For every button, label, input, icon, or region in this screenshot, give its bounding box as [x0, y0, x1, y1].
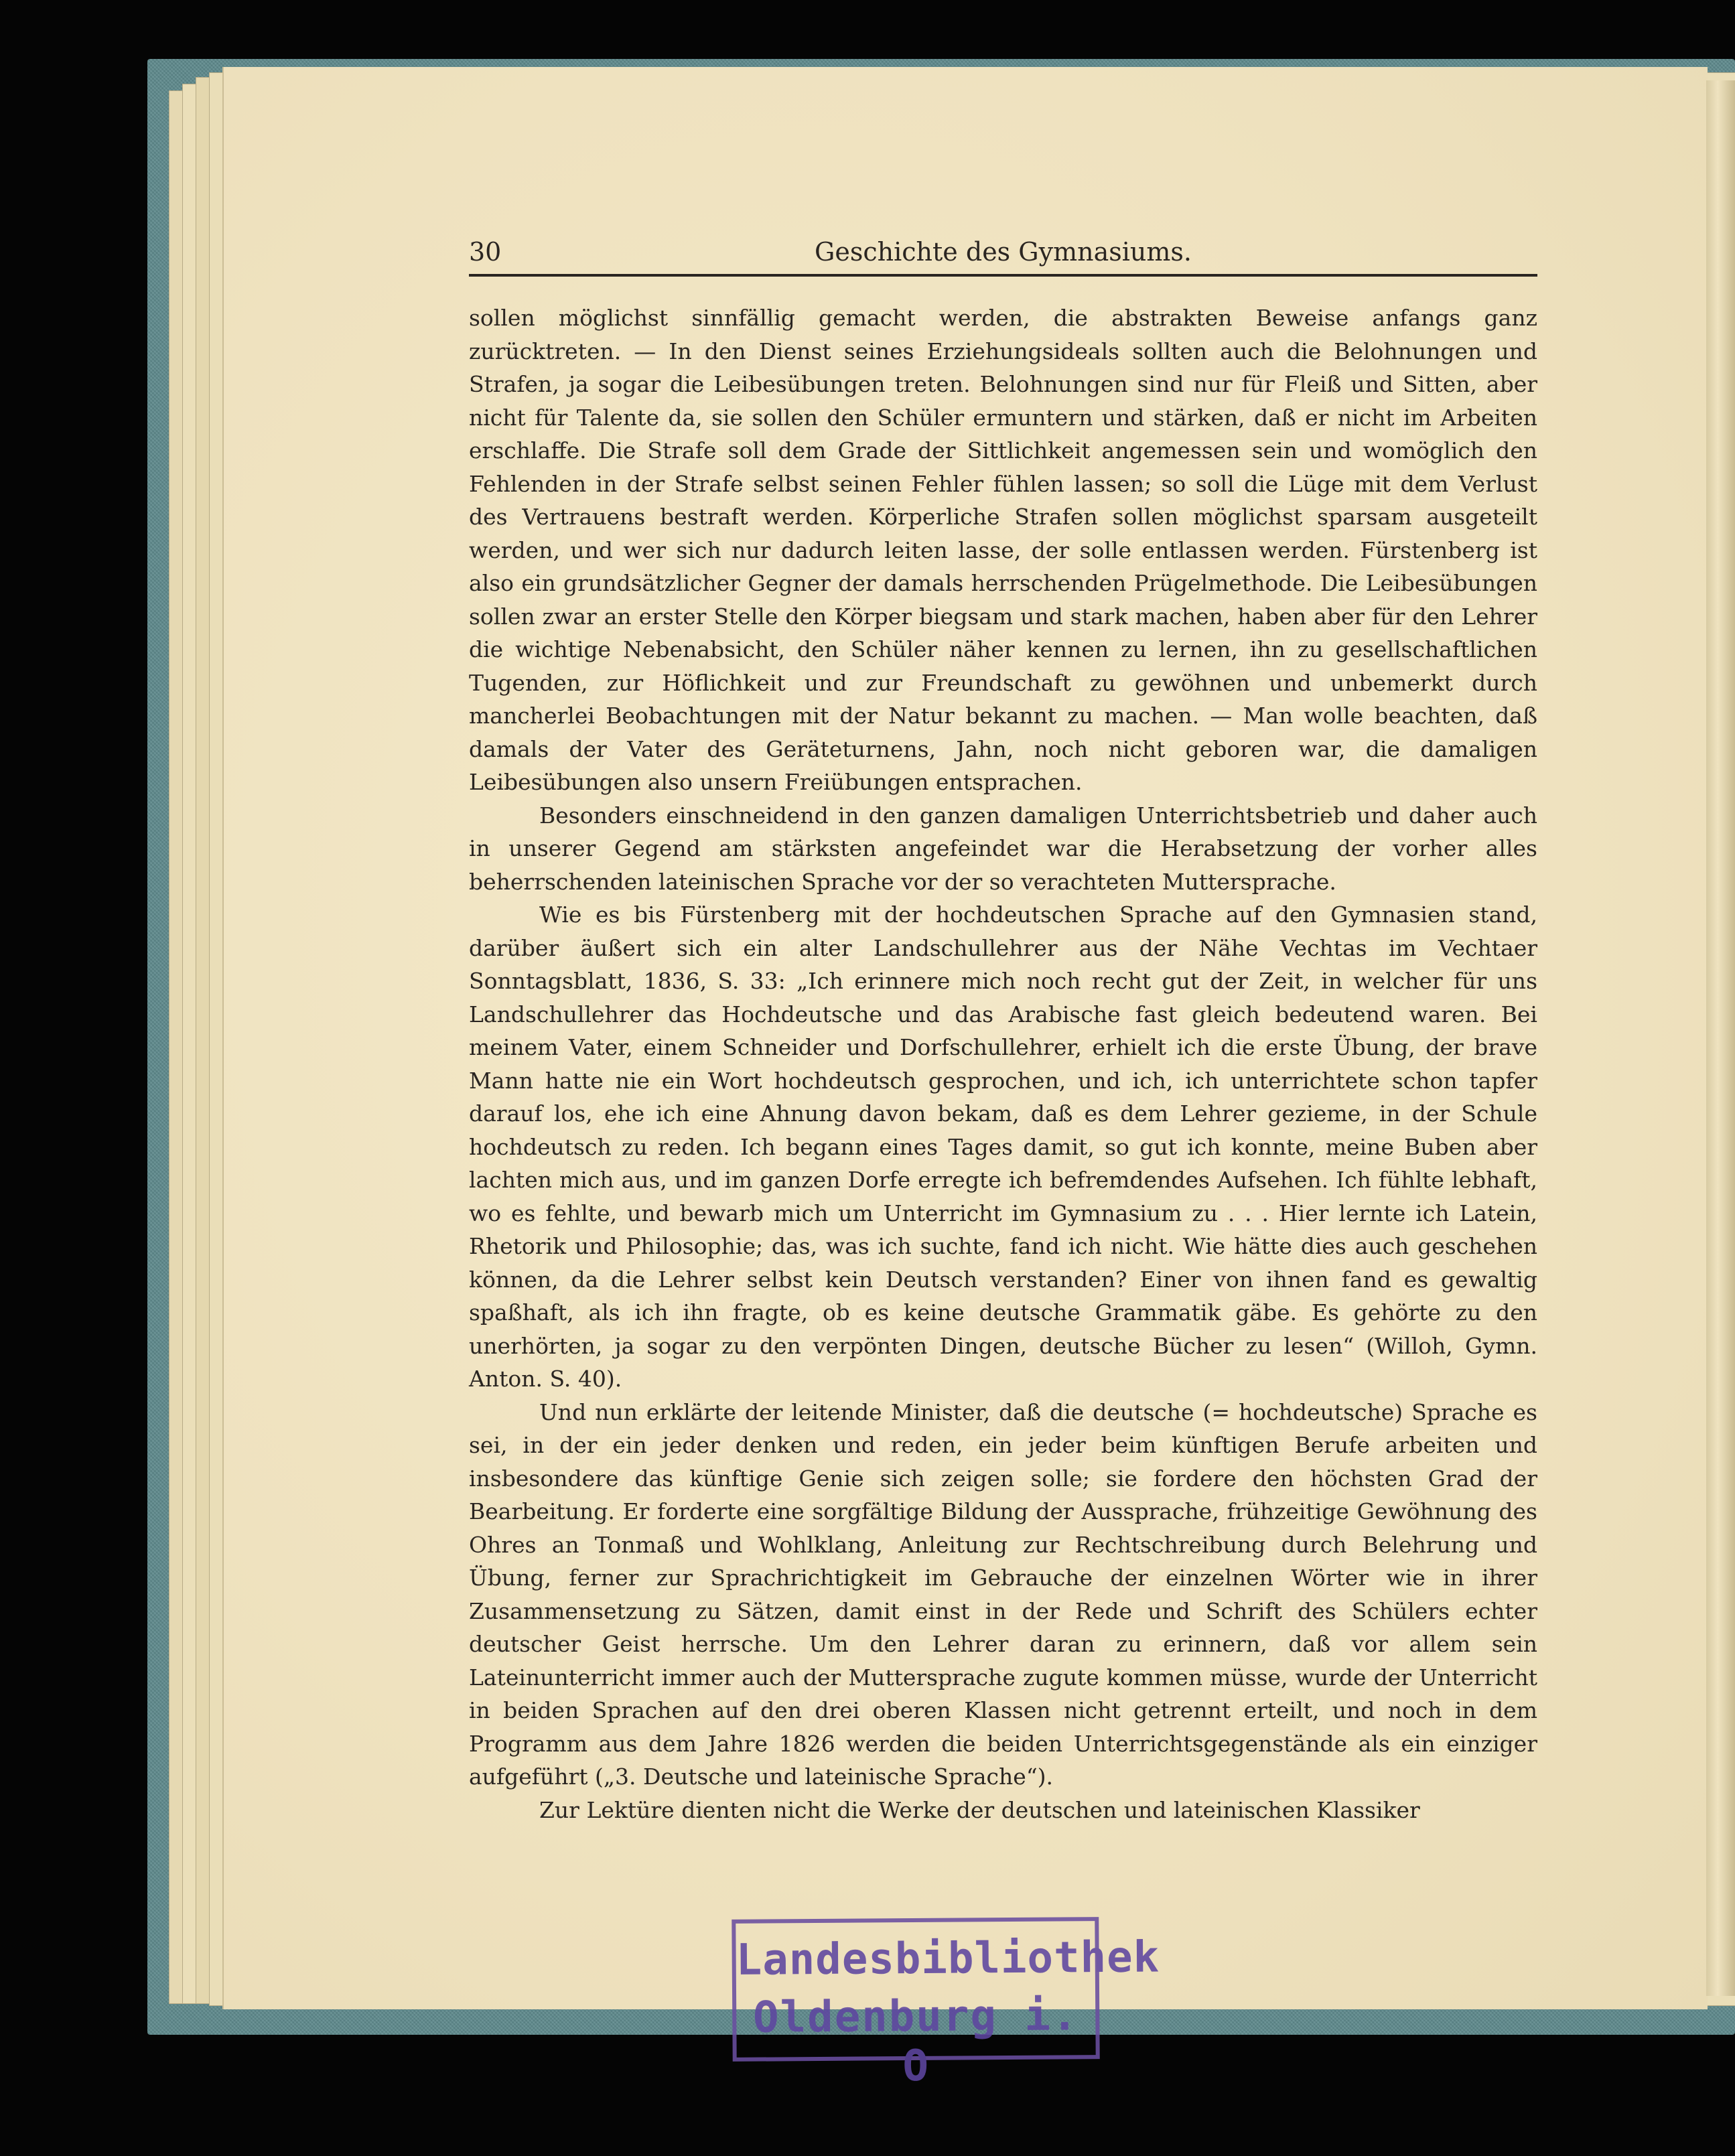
paragraph: sollen möglichst sinnfällig gemacht werden, die abstrakten Beweise anfangs ganz zurücktreten. — In den Dienst seines Erziehungsideals sollten auch die Belohnungen und Strafen, ja sogar die Leibesübungen treten. Belohnungen sind nur für Fleiß und Sitten, aber nicht für Talente da, sie sollen den Schüler ermuntern und stärken, daß er nicht im Arbeiten erschlaffe. Die Strafe soll dem Grade der Sittlichkeit angemessen sein und womöglich den Fehlenden in der Strafe selbst seinen Fehler fühlen lassen; so soll die Lüge mit dem Verlust des Vertrauens bestraft werden. Körperliche Strafen sollen möglichst sparsam ausgeteilt werden, und wer sich nur dadurch leiten lasse, der solle entlassen werden. Fürstenberg ist also ein grundsätzlicher Gegner der damals herrschenden Prügelmethode. Die Leibesübungen sollen zwar an erster Stelle den Körper biegsam und stark machen, haben aber für den Lehrer die wichtige Nebenabsicht, den Schüler näher kennen zu lernen, ihn zu gesellschaftlichen Tugenden, zur Höflichkeit und zur Freundschaft zu gewöhnen und unbemerkt durch mancherlei Beobachtungen mit der Natur bekannt zu machen. — Man wolle beachten, daß damals der Vater des Geräteturnens, Jahn, noch nicht geboren war, die damaligen Leibesübungen also unsern Freiübungen entsprachen.	[469, 305, 1537, 795]
body-text	[469, 301, 1537, 1826]
library-stamp	[732, 1917, 1160, 2092]
stamp-line-city: Oldenburg i. O	[752, 1991, 1079, 2092]
page-header	[469, 234, 1537, 275]
paragraph: Besonders einschneidend in den ganzen damaligen Unterrichtsbetrieb und daher auch in unserer Gegend am stärksten angefeindet war die Herabsetzung der vorher alles beherrschenden lateinischen Sprache vor der so verachteten Muttersprache.	[469, 802, 1537, 895]
page-number: 30	[469, 237, 502, 267]
running-title: Geschichte des Gymnasiums.	[815, 237, 1192, 267]
paragraph: Wie es bis Fürstenberg mit der hochdeutschen Sprache auf den Gymnasien stand, darüber äußert sich ein alter Landschullehrer aus der Nähe Vechtas im Vechtaer Sonntagsblatt, 1836, S. 33: „Ich erinnere mich noch recht gut der Zeit, in welcher für uns Landschullehrer das Hochdeutsche und das Arabische fast gleich bedeutend waren. Bei meinem Vater, einem Schneider und Dorfschullehrer, erhielt ich die erste Übung, der brave Mann hatte nie ein Wort hochdeutsch gesprochen, und ich, ich unterrichtete schon tapfer darauf los, ehe ich eine Ahnung davon bekam, daß es dem Lehrer gezieme, in der Schule hochdeutsch zu reden. Ich begann eines Tages damit, so gut ich konnte, meine Buben aber lachten mich aus, und im ganzen Dorfe erregte ich befremdendes Aufsehen. Ich fühlte lebhaft, wo es fehlte, und bewarb mich um Unterricht im Gymnasium zu . . . Hier lernte ich Latein, Rhetorik und Philosophie; das, was ich suchte, fand ich nicht. Wie hätte dies auch geschehen können, da die Lehrer selbst kein Deutsch verstanden? Einer von ihnen fand es gewaltig spaßhaft, als ich ihn fragte, ob es keine deutsche Grammatik gäbe. Es gehörte zu den unerhörten, ja sogar zu den verpönten Dingen, deutsche Bücher zu lesen“ (Willoh, Gymn. Anton. S. 40).	[469, 902, 1537, 1392]
stamp-line-library: Landesbibliothek	[736, 1932, 1160, 1985]
paragraph: Zur Lektüre dienten nicht die Werke der deutschen und lateinischen Klassiker	[539, 1796, 1420, 1823]
facing-page-edge	[1706, 80, 1735, 1996]
paragraph: Und nun erklärte der leitende Minister, daß die deutsche (= hochdeutsche) Sprache es sei, in der ein jeder denken und reden, ein jeder beim künftigen Berufe arbeiten und insbesondere das künftige Genie sich zeigen solle; sie fordere den höchsten Grad der Bearbeitung. Er forderte eine sorgfältige Bildung der Aussprache, frühzeitige Gewöhnung des Ohres an Tonmaß und Wohlklang, Anleitung zur Rechtschreibung durch Belehrung und Übung, ferner zur Sprachrichtigkeit im Gebrauche der einzelnen Wörter wie in ihrer Zusammensetzung zu Sätzen, damit einst in der Rede und Schrift des Schülers echter deutscher Geist herrsche. Um den Lehrer daran zu erinnern, daß vor allem sein Lateinunterricht immer auch der Muttersprache zugute kommen müsse, wurde der Unterricht in beiden Sprachen auf den drei oberen Klassen nicht getrennt erteilt, und noch in dem Programm aus dem Jahre 1826 werden die beiden Unterrichtsgegenstände als ein einziger aufgeführt („3. Deutsche und lateinische Sprache“).	[469, 1398, 1537, 1790]
header-rule	[469, 274, 1537, 277]
